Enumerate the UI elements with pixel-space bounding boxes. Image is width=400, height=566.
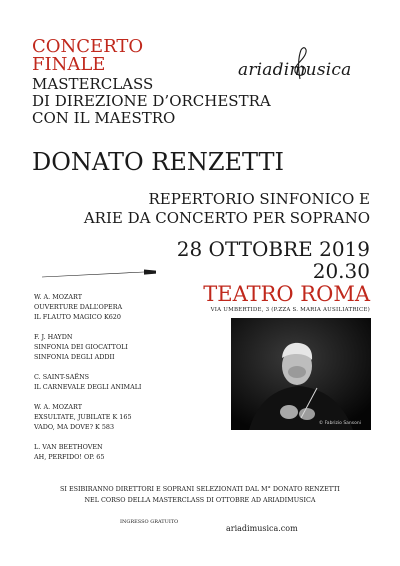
masterclass-line-3: CON IL MAESTRO xyxy=(32,109,176,127)
program-item xyxy=(34,372,224,392)
program-work: VADO, MA DOVE? K 583 xyxy=(34,423,115,431)
masterclass-line-1: MASTERCLASS xyxy=(32,75,154,93)
program-work: EXSULTATE, JUBILATE K 165 xyxy=(34,413,132,421)
footer-line-1: SI ESIBIRANNO DIRETTORI E SOPRANI SELEZIONATI DAL M° DONATO RENZETTI xyxy=(60,485,340,493)
website-link[interactable]: ariadimusica.com xyxy=(226,524,298,533)
repertorio-line-1: REPERTORIO SINFONICO E xyxy=(148,190,370,208)
maestro-name: DONATO RENZETTI xyxy=(32,148,284,176)
program-composer: W. A. MOZART xyxy=(34,293,82,301)
masterclass-title xyxy=(32,76,271,127)
program-composer: C. SAINT-SAËNS xyxy=(34,373,90,381)
concerto-line-1: CONCERTO xyxy=(32,36,144,57)
program-composer: L. VAN BEETHOVEN xyxy=(34,443,103,451)
masterclass-line-2: DI DIREZIONE D’ORCHESTRA xyxy=(32,92,271,110)
footer-note xyxy=(0,484,400,506)
program-work: SINFONIA DEI GIOCATTOLI xyxy=(34,343,128,351)
concerto-line-2: FINALE xyxy=(32,54,106,75)
event-venue: TEATRO ROMA xyxy=(203,282,370,306)
concerto-title xyxy=(32,38,143,74)
program-composer: W. A. MOZART xyxy=(34,403,82,411)
repertorio-text xyxy=(84,190,370,228)
ingresso-gratuito: INGRESSO GRATUITO xyxy=(120,519,179,525)
program-item xyxy=(34,292,224,322)
program-work: SINFONIA DEGLI ADDII xyxy=(34,353,115,361)
event-date: 28 OTTOBRE 2019 xyxy=(176,237,370,261)
portrait-image xyxy=(231,318,371,430)
footer-line-2: NEL CORSO DELLA MASTERCLASS DI OTTOBRE AD ARIADIMUSICA xyxy=(84,496,316,504)
conductor-baton-icon xyxy=(40,264,158,280)
program-work: IL FLAUTO MAGICO K620 xyxy=(34,313,121,321)
repertorio-line-2: ARIE DA CONCERTO PER SOPRANO xyxy=(83,209,370,227)
event-time: 20.30 xyxy=(312,259,370,283)
ariadimusica-logo xyxy=(238,46,366,80)
program-item xyxy=(34,332,224,362)
program-list xyxy=(34,292,224,472)
program-item xyxy=(34,402,224,432)
program-work: AH, PERFIDO! OP. 65 xyxy=(34,453,105,461)
photo-credit: © Fabrizio Sansoni xyxy=(318,421,361,426)
program-item xyxy=(34,442,224,462)
program-work: OUVERTURE DALL’OPERA xyxy=(34,303,123,311)
program-work: IL CARNEVALE DEGLI ANIMALI xyxy=(34,383,142,391)
logo-text: ariadimusica xyxy=(238,60,352,80)
event-address: VIA UMBERTIDE, 3 (P.ZZA S. MARIA AUSILIATRICE) xyxy=(210,307,370,313)
maestro-portrait-photo xyxy=(231,318,371,430)
program-composer: F. J. HAYDN xyxy=(34,333,73,341)
